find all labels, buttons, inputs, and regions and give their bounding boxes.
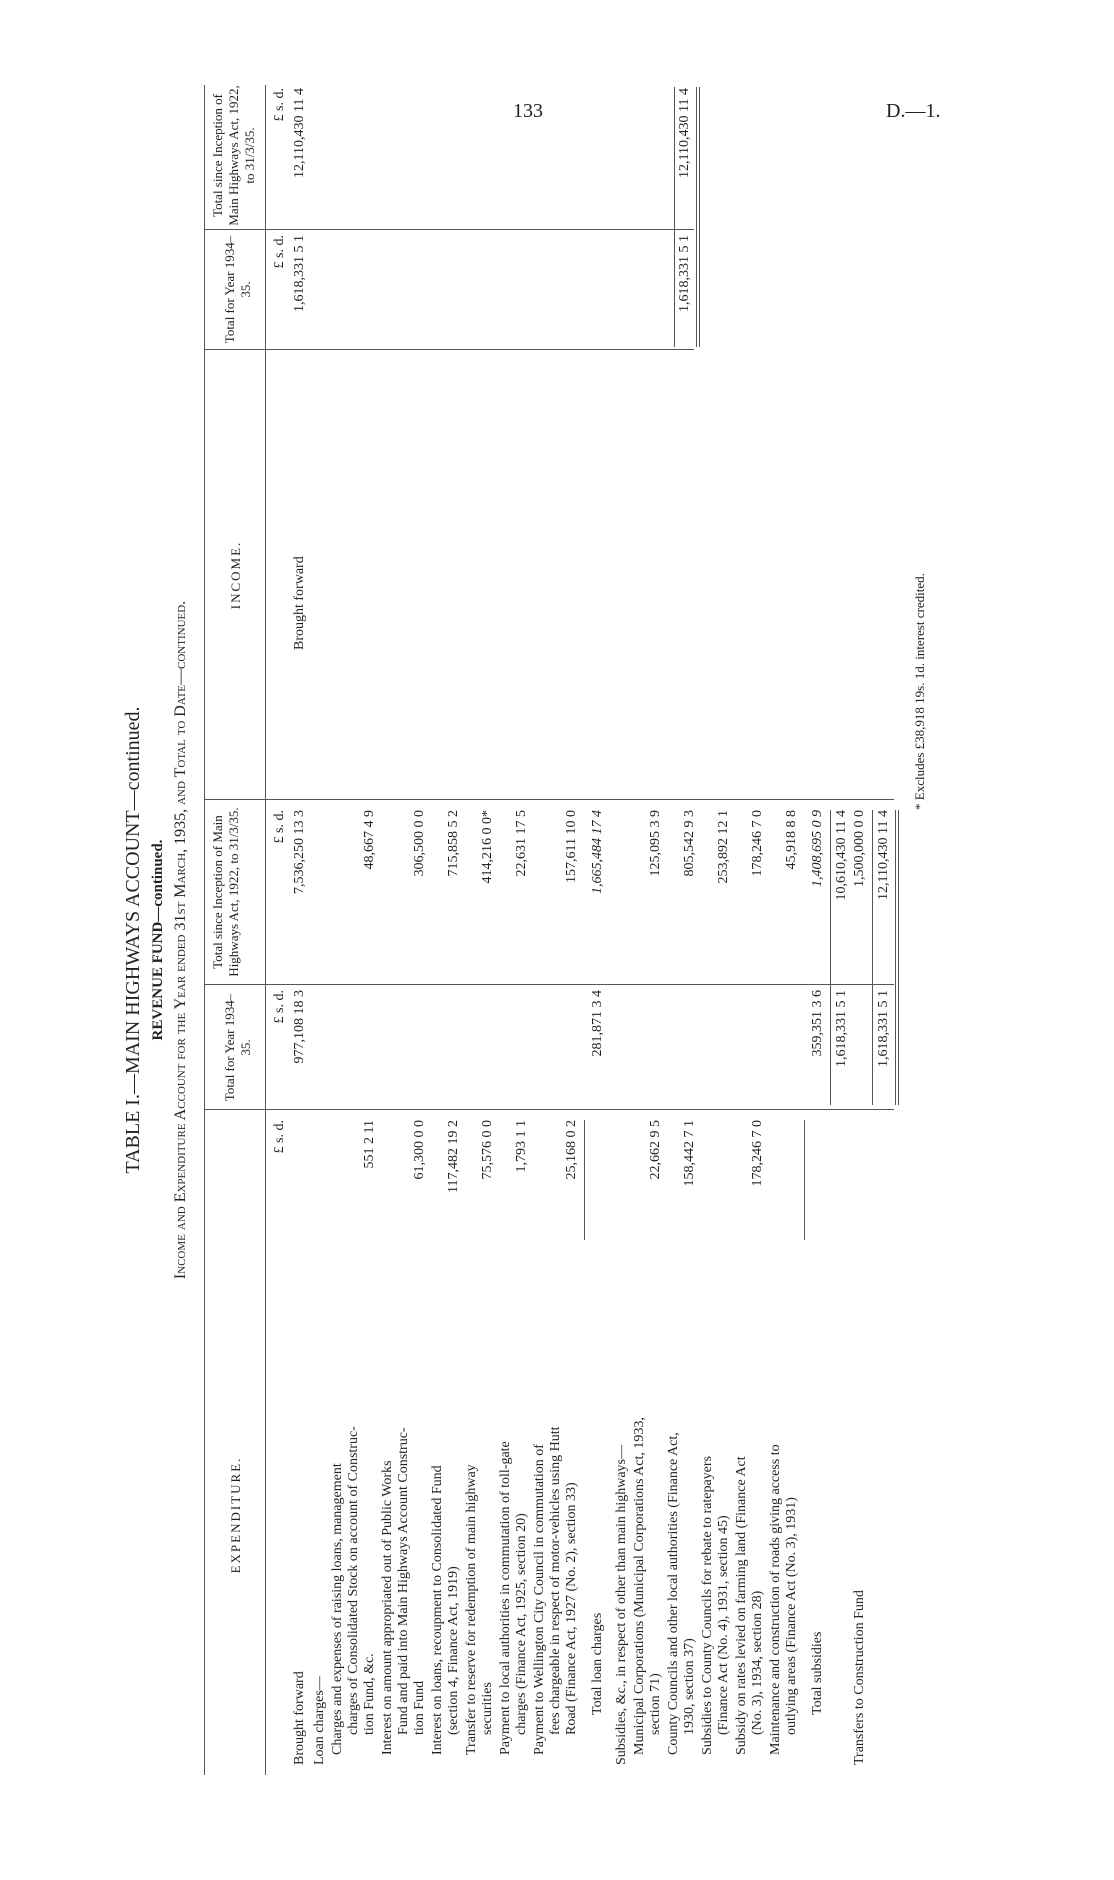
income-brought-forward-since: 12,110,430 11 4: [292, 88, 307, 178]
since-header: Total since Inception of Main Highways Act, 1922, to 31/3/35.: [210, 807, 241, 977]
income-grand-total-since: 12,110,430 11 4: [677, 88, 692, 178]
subtotal-rule: [830, 810, 831, 1105]
loan-0-line3: tion Fund, &c.: [362, 1653, 377, 1735]
subtotal-since: 10,610,430 11 4: [834, 810, 849, 901]
loan-0-since: 48,667 4 9: [362, 810, 377, 870]
income-year-units: £ s. d.: [272, 235, 287, 269]
subsidy-0-amount: 22,662 9 5: [648, 1120, 663, 1180]
page-number: 133: [513, 100, 543, 122]
subsidy-0-since: 125,095 3 9: [648, 810, 663, 877]
document-reference: D.—1.: [886, 100, 941, 122]
loan-3-line1: Transfer to reserve for redemption of main highway: [464, 1464, 479, 1755]
loan-2-line2: (section 4, Finance Act, 1919): [446, 1566, 461, 1735]
total-loan-year: 281,871 3 4: [590, 990, 605, 1057]
grand-total-year: 1,618,331 5 1: [876, 990, 891, 1067]
loan-2-since: 715,858 5 2: [446, 810, 461, 877]
loan-5-line3: Road (Finance Act, 1927 (No. 2), section 33): [564, 1482, 579, 1735]
loan-2-line1: Interest on loans, recoupment to Consolidated Fund: [430, 1465, 445, 1755]
subsidy-2-since: 253,892 12 1: [716, 810, 731, 884]
footnote: * Excludes £38,918 19s. 1d. interest credited.: [912, 573, 927, 810]
loan-4-since: 22,631 17 5: [514, 810, 529, 877]
col-rule-5: [204, 229, 694, 230]
loan-5-line1: Payment to Wellington City Council in commutation of: [532, 1444, 547, 1755]
grand-total-rule-1: [895, 810, 896, 1105]
subsidy-1-amount: 158,442 7 1: [682, 1120, 697, 1187]
income-total-rule-2: [699, 87, 700, 347]
loan-4-line1: Payment to local authorities in commutation of toll-gate: [498, 1441, 513, 1755]
loan-5-line2: fees chargeable in respect of motor-vehicles using Hutt: [548, 1426, 563, 1735]
loan-3-since: 414,216 0 0*: [480, 810, 495, 884]
subsidy-4-since: 45,918 8 8: [784, 810, 799, 870]
income-since-header: Total since Inception of Main Highways Act, 1922, to 31/3/35.: [210, 85, 257, 226]
subsidy-3-line2: (No. 3), 1934, section 28): [750, 1590, 765, 1735]
subsidy-1-line1: County Councils and other local authorities (Finance Act,: [666, 1432, 681, 1755]
subsidy-1-line2: 1930, section 37): [682, 1638, 697, 1735]
loan-5-amount: 25,168 0 2: [564, 1120, 579, 1180]
table-title: TABLE I.—MAIN HIGHWAYS ACCOUNT—continued.: [122, 706, 144, 1174]
header-top-rule: [204, 85, 205, 1775]
loan-charges-heading: Loan charges—: [312, 1676, 327, 1765]
total-subsidies-since: 1,408,695 0 9: [810, 810, 825, 887]
loan-1-line2: Fund and paid into Main Highways Account Construc-: [396, 1427, 411, 1735]
subsidies-heading: Subsidies, &c., in respect of other than main highways—: [614, 1445, 629, 1765]
grand-total-top-rule: [872, 810, 873, 1105]
col-rule-2: [204, 984, 894, 985]
loan-0-line2: charges of Consolidated Stock on account of Construc-: [346, 1426, 361, 1735]
loan-4-amount: 1,793 1 1: [514, 1120, 529, 1173]
subsidy-sum-rule: [804, 1120, 805, 1240]
subsidy-0-line2: section 71): [648, 1673, 663, 1735]
income-year-header: Total for Year 1934–35.: [222, 235, 253, 344]
subsidy-3-since: 178,246 7 0: [750, 810, 765, 877]
subtotal-year: 1,618,331 5 1: [834, 990, 849, 1067]
brought-forward-since: 7,536,250 13 3: [292, 810, 307, 894]
subsidy-2-line1: Subsidies to County Councils for rebate to ratepayers: [700, 1456, 715, 1755]
loan-1-amount: 61,300 0 0: [412, 1120, 427, 1180]
total-subsidies-year: 359,351 3 6: [810, 990, 825, 1057]
brought-forward-label: Brought forward: [292, 1671, 307, 1765]
subsidy-1-since: 805,542 9 3: [682, 810, 697, 877]
subsidy-2-line2: (Finance Act (No. 4), 1931, section 45): [716, 1515, 731, 1735]
loan-3-line2: securities: [480, 1682, 495, 1735]
income-grand-total-year: 1,618,331 5 1: [677, 235, 692, 312]
loan-4-line2: charges (Finance Act, 1925, section 20): [514, 1513, 529, 1735]
transfers-label: Transfers to Construction Fund: [852, 1590, 867, 1765]
loan-2-amount: 117,482 19 2: [446, 1120, 461, 1193]
since-units: £ s. d.: [272, 810, 287, 844]
loan-1-line3: tion Fund: [412, 1680, 427, 1735]
loan-sum-rule: [584, 1120, 585, 1240]
subsidy-4-line2: outlying areas (Finance Act (No. 3), 1931): [784, 1497, 799, 1735]
year-header: Total for Year 1934–35.: [222, 993, 253, 1102]
loan-1-since: 306,500 0 0: [412, 810, 427, 877]
loan-3-amount: 75,576 0 0: [480, 1120, 495, 1180]
header-bottom-rule: [265, 85, 266, 1775]
income-brought-forward-year: 1,618,331 5 1: [292, 235, 307, 312]
grand-total-since: 12,110,430 11 4: [876, 810, 891, 900]
table-heading: Income and Expenditure Account for the Year ended 31st March, 1935, and Total to Date—continued.: [172, 600, 189, 1280]
subsidy-3-line1: Subsidy on rates levied on farming land (Finance Act: [734, 1456, 749, 1755]
expenditure-header: EXPENDITURE.: [228, 1456, 243, 1574]
year-units: £ s. d.: [272, 990, 287, 1024]
loan-0-line1: Charges and expenses of raising loans, management: [330, 1463, 345, 1755]
subsidy-3-amount: 178,246 7 0: [750, 1120, 765, 1187]
grand-total-rule-2: [898, 810, 899, 1105]
subsidy-0-line1: Municipal Corporations (Municipal Corporations Act, 1933,: [632, 1417, 647, 1755]
col-rule-1: [204, 1109, 894, 1110]
total-subsidies-label: Total subsidies: [810, 1631, 825, 1715]
income-total-top-rule: [674, 87, 675, 347]
total-loan-since: 1,665,484 17 4: [590, 810, 605, 894]
income-total-rule-1: [696, 87, 697, 347]
col-rule-4: [204, 349, 694, 350]
transfers-since: 1,500,000 0 0: [852, 810, 867, 887]
table-subtitle: REVENUE FUND—continued.: [150, 839, 166, 1041]
income-header: INCOME.: [228, 540, 243, 610]
total-loan-label: Total loan charges: [590, 1612, 605, 1715]
loan-0-amount: 551 2 11: [362, 1120, 377, 1169]
col-rule-3: [204, 799, 894, 800]
income-brought-forward-label: Brought forward: [292, 556, 307, 650]
income-since-units: £ s. d.: [272, 88, 287, 122]
brought-forward-year: 977,108 18 3: [292, 990, 307, 1064]
loan-1-line1: Interest on amount appropriated out of Public Works: [380, 1460, 395, 1755]
amount-units: £ s. d.: [272, 1120, 287, 1154]
subsidy-4-line1: Maintenance and construction of roads giving access to: [768, 1444, 783, 1755]
loan-5-since: 157,611 10 0: [564, 810, 579, 883]
